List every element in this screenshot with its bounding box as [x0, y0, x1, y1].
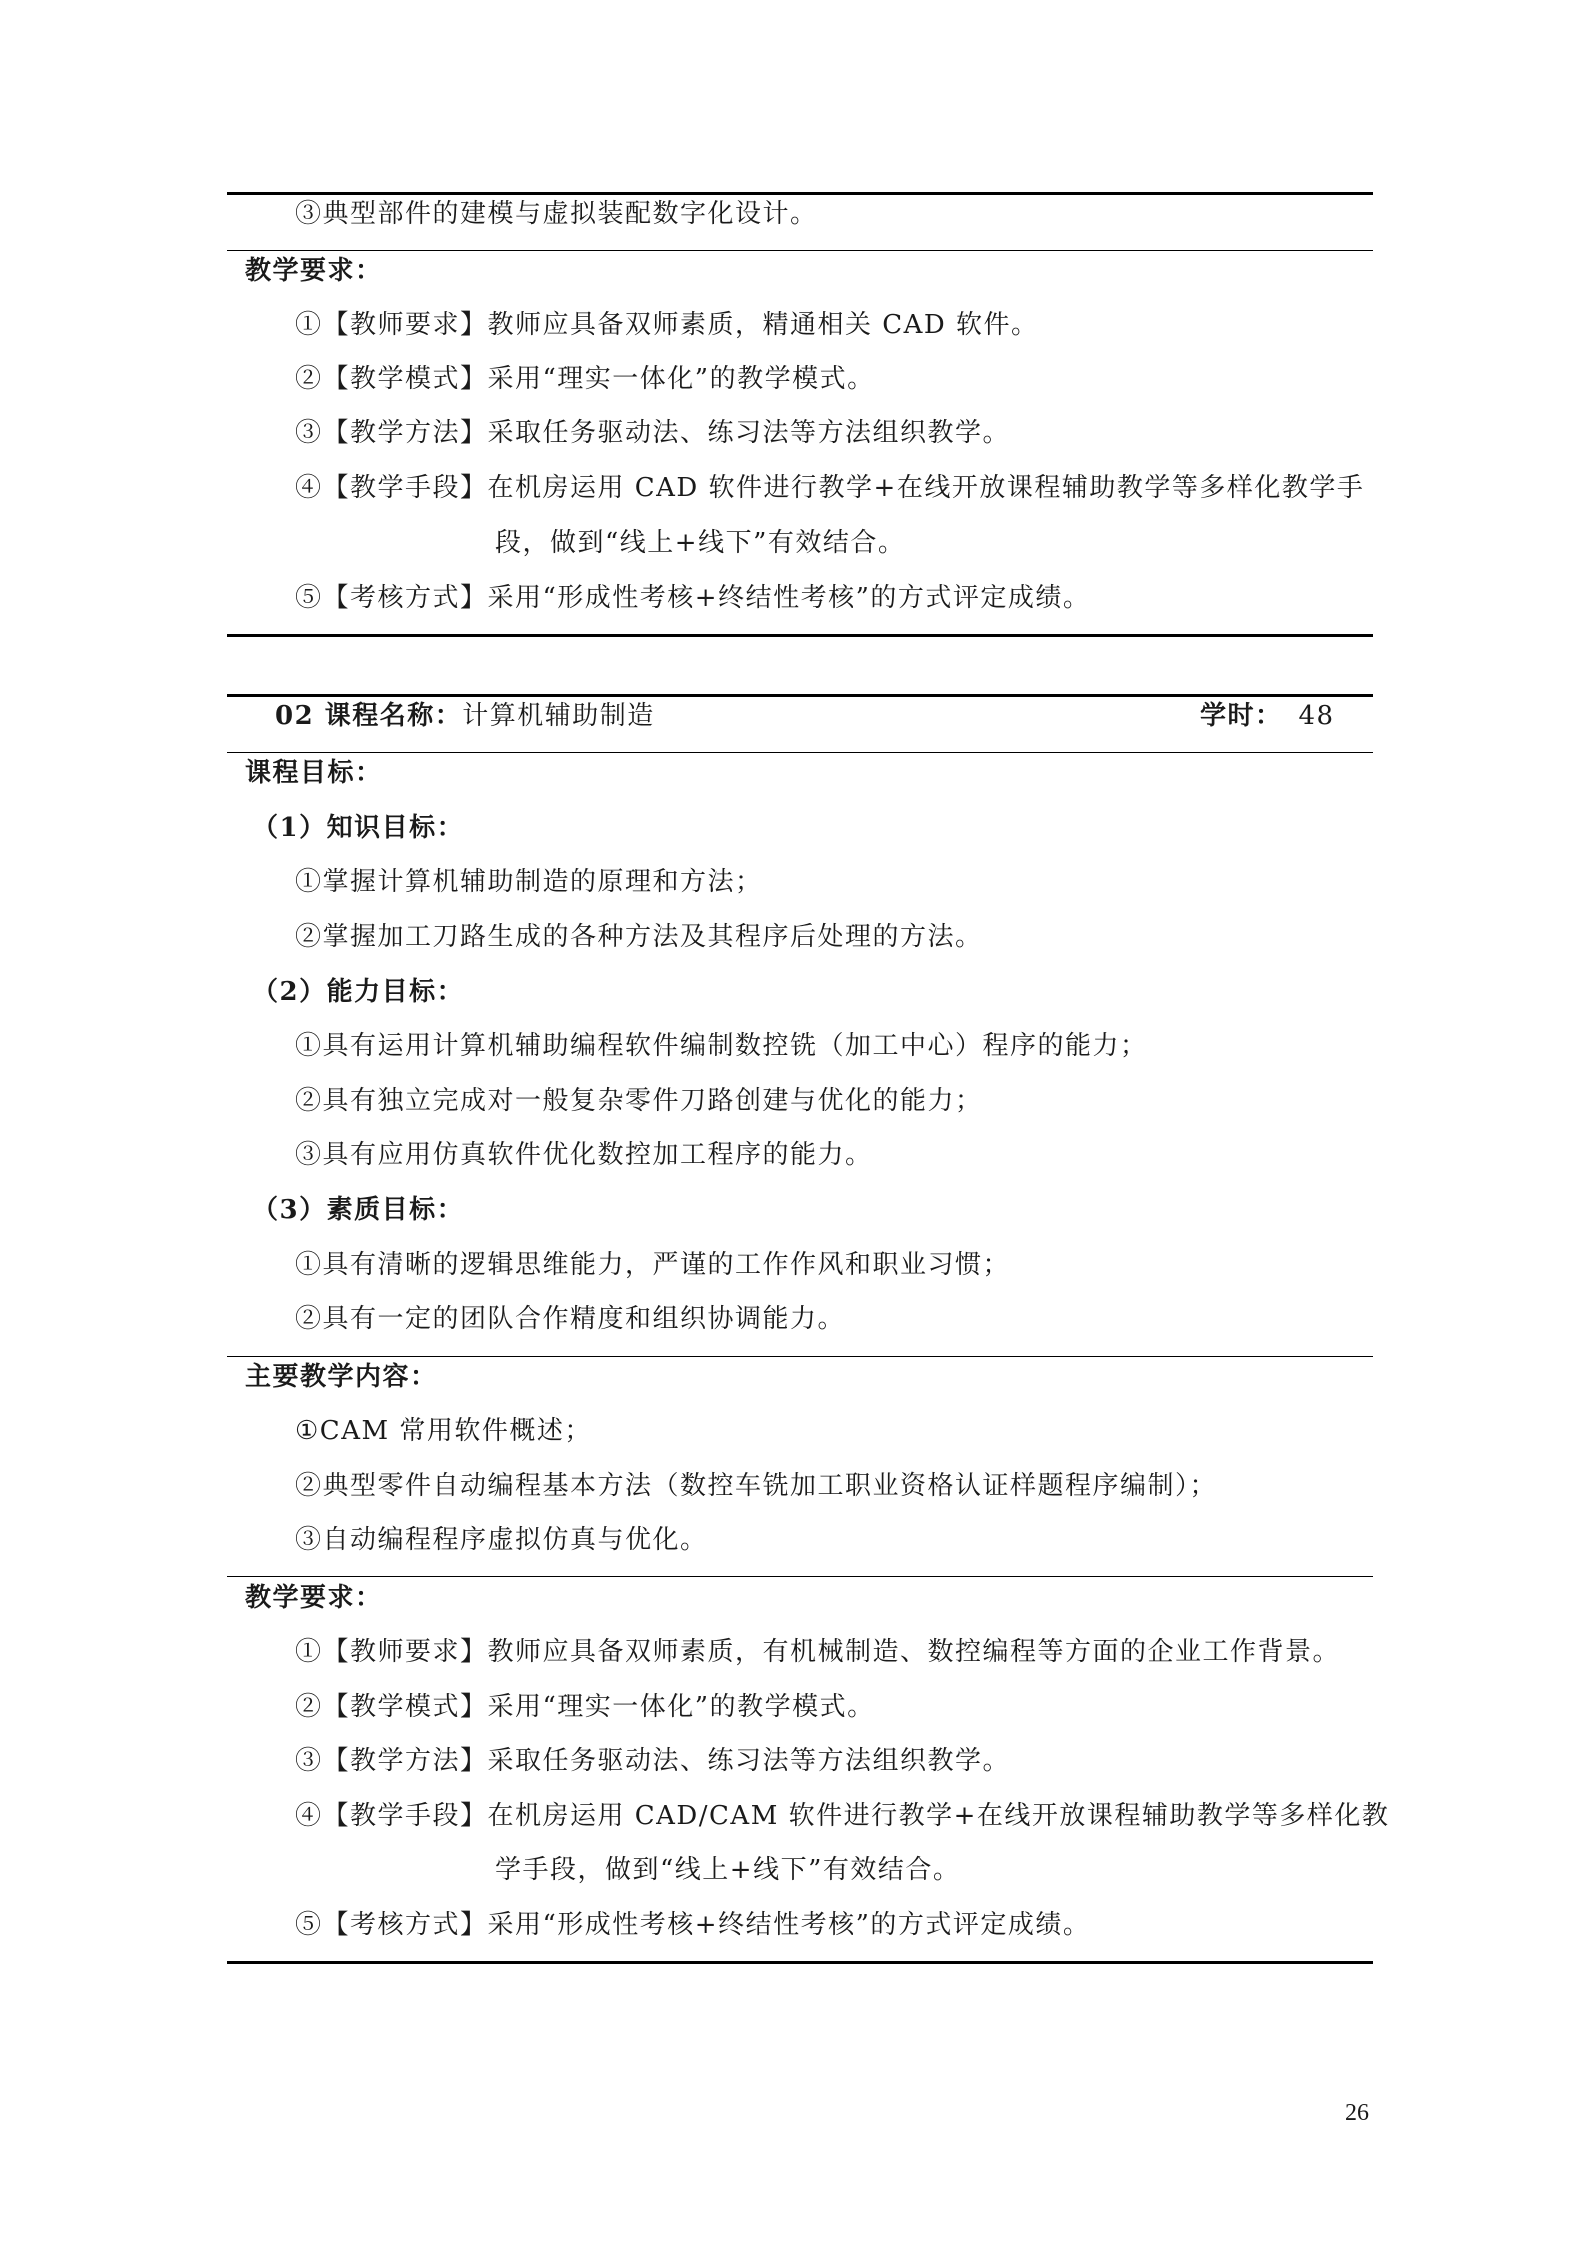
ability-item: ①具有运用计算机辅助编程软件编制数控铣（加工中心）程序的能力；: [295, 1031, 1148, 1061]
content-item: ③自动编程程序虚拟仿真与优化。: [295, 1525, 708, 1555]
requirement-item: ④【教学手段】在机房运用 CAD/CAM 软件进行教学+在线开放课程辅助教学等多样化教: [295, 1801, 1390, 1831]
requirements-heading: 教学要求：: [245, 256, 383, 286]
table-bottom-rule: [227, 1961, 1373, 1964]
requirement-item: ①【教师要求】教师应具备双师素质，有机械制造、数控编程等方面的企业工作背景。: [295, 1637, 1341, 1667]
table-bottom-rule: [227, 634, 1373, 637]
requirement-item-continued: 段，做到“线上+线下”有效结合。: [495, 528, 906, 558]
knowledge-item: ①掌握计算机辅助制造的原理和方法；: [295, 867, 763, 897]
content-item: ①CAM 常用软件概述；: [295, 1416, 592, 1446]
course-name-label: 02 课程名称：: [275, 701, 463, 731]
content-heading: 主要教学内容：: [245, 1362, 438, 1392]
content-item: ②典型零件自动编程基本方法（数控车铣加工职业资格认证样题程序编制）；: [295, 1471, 1218, 1501]
content-item: ③典型部件的建模与虚拟装配数字化设计。: [295, 199, 818, 229]
quality-item: ②具有一定的团队合作精度和组织协调能力。: [295, 1304, 846, 1334]
row-divider: [227, 1356, 1373, 1357]
table-top-rule: [227, 192, 1373, 195]
requirement-item: ②【教学模式】采用“理实一体化”的教学模式。: [295, 364, 875, 394]
objectives-heading: 课程目标：: [245, 758, 383, 788]
quality-heading: （3）素质目标：: [252, 1195, 465, 1225]
requirement-item-continued: 学手段，做到“线上+线下”有效结合。: [495, 1855, 961, 1885]
requirement-item: ①【教师要求】教师应具备双师素质，精通相关 CAD 软件。: [295, 310, 1039, 340]
quality-item: ①具有清晰的逻辑思维能力，严谨的工作作风和职业习惯；: [295, 1250, 1011, 1280]
course-title: [275, 698, 655, 734]
ability-item: ②具有独立完成对一般复杂零件刀路创建与优化的能力；: [295, 1086, 983, 1116]
course-hours: [1200, 698, 1335, 734]
requirement-item: ⑤【考核方式】采用“形成性考核+终结性考核”的方式评定成绩。: [295, 583, 1091, 613]
knowledge-item: ②掌握加工刀路生成的各种方法及其程序后处理的方法。: [295, 922, 983, 952]
requirement-item: ④【教学手段】在机房运用 CAD 软件进行教学+在线开放课程辅助教学等多样化教学手: [295, 473, 1365, 503]
requirement-item: ②【教学模式】采用“理实一体化”的教学模式。: [295, 1692, 875, 1722]
hours-value: 48: [1298, 701, 1335, 731]
row-divider: [227, 752, 1373, 753]
knowledge-heading: （1）知识目标：: [252, 813, 465, 843]
requirement-item: ⑤【考核方式】采用“形成性考核+终结性考核”的方式评定成绩。: [295, 1910, 1091, 1940]
requirement-item: ③【教学方法】采取任务驱动法、练习法等方法组织教学。: [295, 1746, 1011, 1776]
hours-label: 学时：: [1200, 701, 1283, 731]
ability-heading: （2）能力目标：: [252, 977, 465, 1007]
row-divider: [227, 250, 1373, 251]
page-number: 26: [1345, 2100, 1369, 2126]
table-top-rule: [227, 694, 1373, 697]
row-divider: [227, 1576, 1373, 1577]
ability-item: ③具有应用仿真软件优化数控加工程序的能力。: [295, 1140, 873, 1170]
requirements-heading: 教学要求：: [245, 1583, 383, 1613]
course-name-value: 计算机辅助制造: [462, 701, 655, 731]
requirement-item: ③【教学方法】采取任务驱动法、练习法等方法组织教学。: [295, 418, 1011, 448]
